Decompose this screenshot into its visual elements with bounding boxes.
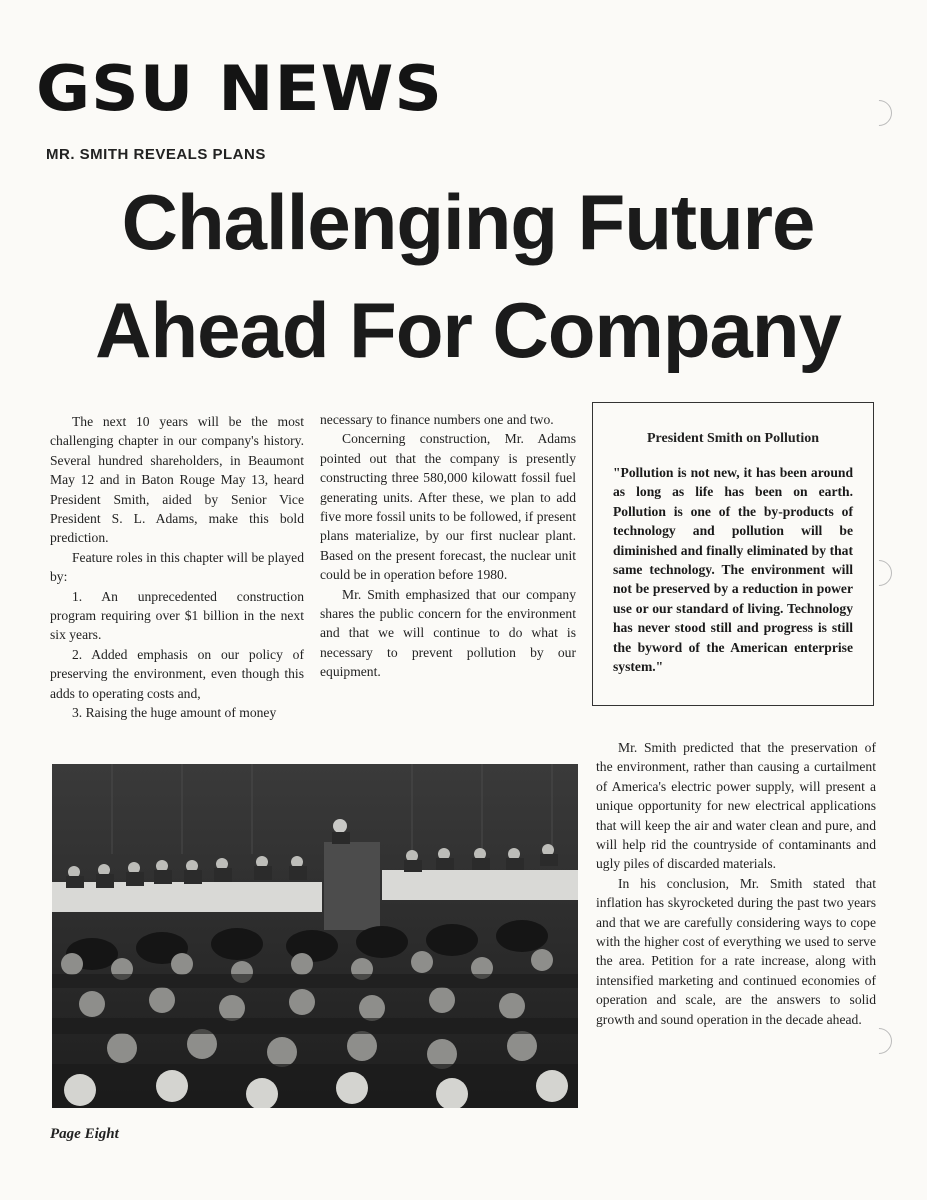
- meeting-photo-illustration: [52, 764, 578, 1108]
- paragraph: Feature roles in this chapter will be played by:: [50, 549, 304, 585]
- article-column-2: [320, 410, 576, 682]
- paragraph: In his conclusion, Mr. Smith stated that inflation has skyrocketed during the past two years and that we are carefully considering ways to cope with the higher cost of everything we used to serve the area. Petition for a rate increase, along with intensified marketing and continued economies of operation and scale, are the answers to solid growth and sound operation in the decade ahead.: [596, 875, 876, 1027]
- list-item: 3. Raising the huge amount of money: [72, 705, 277, 721]
- headline-line-1: Challenging Future: [121, 178, 815, 266]
- list-item: 1. An unprecedented construction program requiring over $1 billion in the next six years.: [50, 588, 304, 643]
- paragraph: Concerning construction, Mr. Adams pointed out that the company is presently constructing three 580,000 kilowatt fossil fuel generating units. After these, we plan to add five more fossil units to be followed, if present plans materialize, by our first nuclear plant. Based on the present forecast, the nuclear unit could be in operation before 1980.: [320, 431, 576, 583]
- article-column-1: [50, 412, 304, 723]
- kicker: MR. SMITH REVEALS PLANS: [46, 146, 266, 163]
- masthead: GSU NEWS: [36, 52, 443, 126]
- sidebar-title: President Smith on Pollution: [646, 431, 820, 446]
- paragraph: necessary to finance numbers one and two.: [320, 412, 554, 427]
- pollution-sidebar: [592, 402, 874, 706]
- sidebar-quote: "Pollution is not new, it has been around as long as life has been on earth. Pollution is one of the by-products of technology and pollution will be diminished and finally eliminated by that same technology. The environment will not be preserved by a reduction in power use or our standard of living. Technology has never stood still and progress is still the byword of the American enterprise system.": [613, 465, 853, 675]
- article-column-3: [596, 738, 876, 1029]
- shareholders-meeting-photo: [52, 764, 578, 1108]
- paragraph: Mr. Smith predicted that the preservation of the environment, rather than causing a curtailment of America's electric power supply, will present a unique opportunity for new electrical applications that will keep the air and water clean and pure, and will help rid the countryside of contaminants and ugly piles of discarded materials.: [596, 740, 876, 872]
- headline-line-2: Ahead For Company: [95, 286, 841, 374]
- list-item: 2. Added emphasis on our policy of preserving the environment, even though this adds to operating costs and,: [50, 646, 304, 701]
- headline: [48, 168, 888, 384]
- paragraph: Mr. Smith emphasized that our company shares the public concern for the environment and that we will continue to do what is necessary to prevent pollution by our equipment.: [320, 586, 576, 680]
- page-number: Page Eight: [50, 1126, 119, 1142]
- paragraph: The next 10 years will be the most challenging chapter in our company's history. Several hundred shareholders, in Beaumont May 12 and in Baton Rouge May 13, heard President Smith, aided by Senior Vice President S. L. Adams, make this bold prediction.: [50, 414, 304, 546]
- binder-hole-mark: [861, 95, 898, 132]
